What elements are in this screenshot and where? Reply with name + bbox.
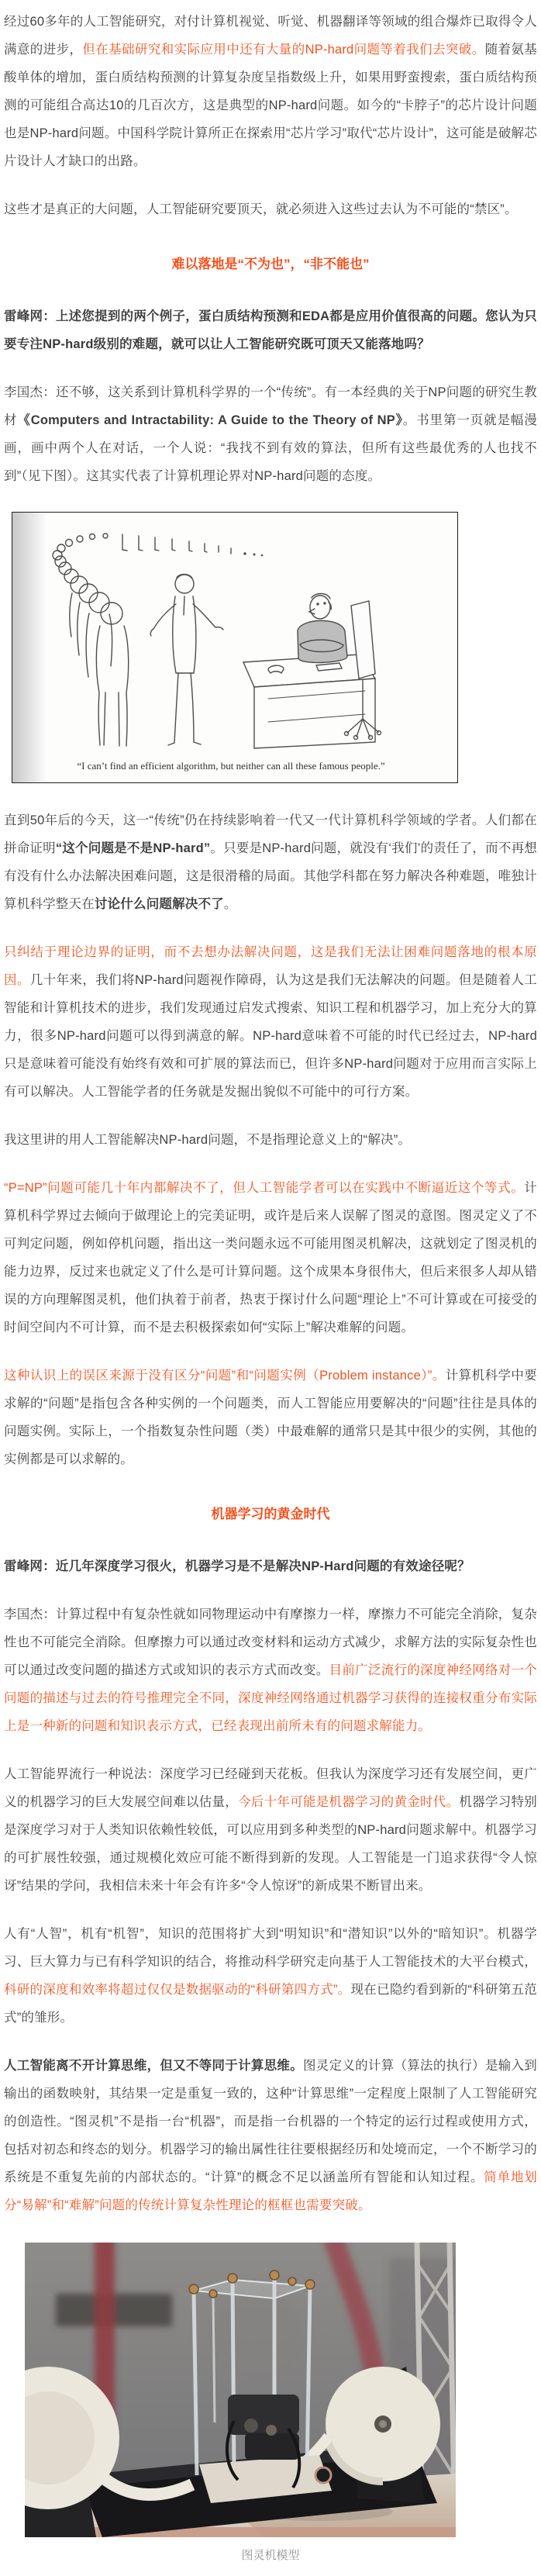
section-header-1: 难以落地是“不为也”，“非不能也” bbox=[171, 257, 370, 271]
book-title-text: 《Computers and Intractability: A Guide to the Theory of NP》 bbox=[17, 413, 403, 427]
paragraph-computational-thinking bbox=[4, 2052, 537, 2219]
text-segment: 我这里讲的用人工智能解决NP-hard问题，不是指理论意义上的“解决”。 bbox=[4, 1133, 412, 1147]
text-segment: 直到50年后的今天，这一“传统”仍在持续影响着一代又一代计算机科学领域的学者。人们都在拼命证明 bbox=[4, 813, 537, 855]
text-segment: 。书里第一页就是幅漫画，画中两个人在对话，一个人说：“我找不到有效的算法，但所有这些最优秀的人也找不到”（见下图）。这其实代表了计算机理论界对NP-hard问题的态度。 bbox=[4, 413, 538, 483]
paragraph-problem-instance bbox=[4, 1362, 537, 1473]
red-emphasis-text: 但在基础研究和实际应用中还有大量的NP-hard问题等着我们去突破。 bbox=[82, 43, 485, 57]
text-segment: 计算机科学界过去倾向于做理论上的完美证明，或许是后来人误解了图灵的意图。图灵定义了不可判定问题，例如停机问题，指出这一类问题永远不可能用图灵机解决，这就划定了图灵机的能力边界，反过来也就定义了什么是可计算问题。这个成果本身很伟大，但后来很多人却从错误的方向理解图灵机，他们执着于前者，热衷于探讨什么问题“理论上”不可计算或在可接受的时间空间内不可计算，而不是去积极探索如何“实际上”解决难解的问题。 bbox=[4, 1181, 537, 1335]
red-emphasis-text: 只纠结于理论边界的证明，而不去想办法解决问题，这是我们无法让困难问题落地的根本原因。 bbox=[4, 945, 537, 987]
interview-question-2 bbox=[4, 1552, 537, 1580]
paragraph-intro bbox=[4, 8, 537, 175]
red-emphasis-text: 今后十年可能是机器学习的黄金时代。 bbox=[238, 1795, 460, 1809]
desk bbox=[243, 654, 375, 748]
turing-machine-photo[interactable] bbox=[25, 2243, 456, 2537]
text-segment: 现在已隐约看到新的“科研第五范式”的雏形。 bbox=[4, 1983, 537, 2025]
paragraph-answer-tradition bbox=[4, 378, 537, 490]
text-segment: 人有“人智”，机有“机智”，知识的范围将扩大到“明知识”和“潜知识”以外的“暗知识”。机器学习、巨大算力与已有科学知识的结合，将推动科学研究走向基于人工智能技术的大平台模式， bbox=[4, 1927, 537, 1969]
section-header-2: 机器学习的黄金时代 bbox=[211, 1507, 330, 1521]
text-segment: 几十年来，我们将NP-hard问题视作障碍，认为这是我们无法解决的问题。但是随着人工智能和计算机技术的进步，我们发现通过启发式搜索、知识工程和机器学习，加上充分大的算力，很多NP-hard问题可以得到满意的解。NP-hard意味着不可能的时代已经过去，NP-hard只是意味着可能没有始终有效和可扩展的算法而已，但许多NP-hard问题对于应用而言实际上有可以解决。人工智能学者的任务就是发掘出貌似不可能中的可行方案。 bbox=[4, 973, 537, 1099]
bold-emphasis-text: “这个问题是不是NP-hard” bbox=[55, 841, 211, 855]
red-emphasis-text: 科研的深度和效率将超过仅仅是数据驱动的“科研第四方式”。 bbox=[4, 1983, 351, 1997]
paragraph-p-equals-np bbox=[4, 1174, 537, 1342]
text-segment: 。只要是NP-hard问题，就没有‘我们’的责任了，而不再想有没有什么办法解决困难问题，这是很滑稽的局面。其他学科都在努力解决各种难题，唯独计算机科学整天在 bbox=[4, 841, 537, 911]
red-emphasis-text: “P=NP”问题可能几十年内都解决不了，但人工智能学者可以在实践中不断逼近这个等式。 bbox=[4, 1181, 525, 1195]
text-segment: 随着氨基酸单体的增加，蛋白质结构预测的计算复杂度呈指数级上升，如果用野蛮搜索，蛋白质结构预测的可能组合高达10的几百次方，这是典型的NP-hard问题。如今的“卡脖子”的芯片设计问题也是NP-hard问题。中国科学院计算所正在探索用“芯片学习”取代“芯片设计”，这可能是破解芯片设计人才缺口的出路。 bbox=[4, 43, 537, 168]
text-segment: 图灵定义的计算（算法的执行）是输入到输出的函数映射，其结果一定是重复一致的，这种“计算思维”一定程度上限制了人工智能研究的创造性。“图灵机”不是指一台“机器”，而是指一台机器的一个特定的运行过程或使用方式，包括对初态和终态的划分。机器学习的输出属性往往要根据经历和处境而定，一个不断学习的系统是不重复先前的内部状态的。“计算”的概念不足以涵盖所有智能和认知过程。 bbox=[4, 2059, 537, 2184]
text-segment: 。 bbox=[223, 897, 237, 911]
paragraph-not-theoretical bbox=[4, 1126, 537, 1154]
turing-machine-scene bbox=[25, 2243, 456, 2537]
paragraph-golden-age bbox=[4, 1760, 537, 1900]
np-cartoon-drawing bbox=[12, 513, 456, 782]
interview-question-1 bbox=[4, 302, 537, 358]
paragraph-friction-analogy bbox=[4, 1601, 537, 1740]
cartoon-caption: “I can’t find an efficient algorithm, but neither can all these famous people.” bbox=[77, 760, 385, 772]
text-segment: 计算机科学中要求解的“问题”是指包含各种实例的一个问题类，而人工智能应用要解决的“问题”往往是具体的问题实例。实际上，一个指数复杂性问题（类）中最难解的通常只是其中很少的实例，其他的实例都是可以求解的。 bbox=[4, 1369, 537, 1466]
red-emphasis-text: 简单地划分“易解”和“难解”问题的传统计算复杂性理论的框框也需要突破。 bbox=[4, 2170, 537, 2212]
question-text: 雷峰网：上述您提到的两个例子，蛋白质结构预测和EDA都是应用价值很高的问题。您认为只要专注NP-hard级别的难题，就可以让人工智能研究既可顶天又能落地吗？ bbox=[4, 309, 537, 351]
text-segment: 机器学习特别是深度学习对于人类知识依赖性较低，可以应用到多种类型的NP-hard问题求解中。机器学习的可扩展性较强，通过规模化效应可能不断得到新的发现。人工智能是一门追求获得“令人惊讶”结果的学问，我相信未来十年会有许多“令人惊讶”的新成果不断冒出来。 bbox=[4, 1795, 537, 1893]
bold-emphasis-text: 人工智能离不开计算思维，但又不等同于计算思维。 bbox=[4, 2059, 303, 2073]
np-cartoon-figure[interactable] bbox=[12, 512, 458, 783]
paragraph-tradition-50-years bbox=[4, 806, 537, 918]
text-segment: 李国杰：计算过程中有复杂性就如同物理运动中有摩擦力一样，摩擦力不可能完全消除，复杂性也不可能完全消除。但摩擦力可以通过改变材料和运动方式减少，求解方法的实际复杂性也可以通过改变问题的描述方式或知识的表示方式而改变。 bbox=[4, 1607, 537, 1677]
text-segment: 经过60多年的人工智能研究，对付计算机视觉、听觉、机器翻译等领域的组合爆炸已取得令人满意的进步， bbox=[4, 15, 537, 57]
bold-emphasis-text: 讨论什么问题解决不了 bbox=[94, 897, 224, 911]
text-segment: 这些才是真正的大问题，人工智能研究要顶天，就必须进入这些过去认为不可能的“禁区”。 bbox=[4, 202, 518, 216]
question-text: 雷峰网：近几年深度学习很火，机器学习是不是解决NP-Hard问题的有效途径呢？ bbox=[4, 1559, 470, 1573]
paragraph-big-problems bbox=[4, 195, 537, 223]
red-emphasis-text: 这种认识上的误区来源于没有区分“问题”和“问题实例（Problem instance）”。 bbox=[4, 1369, 446, 1383]
photo-caption: 图灵机模型 bbox=[241, 2549, 300, 2562]
text-segment: 李国杰：还不够，这关系到计算机科学界的一个“传统”。有一本经典的关于NP问题的研究生教材 bbox=[4, 385, 537, 427]
text-segment: 人工智能界流行一种说法：深度学习已经碰到天花板。但我认为深度学习还有发展空间，更广义的机器学习的巨大发展空间难以估量， bbox=[4, 1767, 537, 1809]
paragraph-root-cause bbox=[4, 938, 537, 1106]
paragraph-dark-knowledge bbox=[4, 1920, 537, 2032]
red-emphasis-text: 目前广泛流行的深度神经网络对一个问题的描述与过去的符号推理完全不同，深度神经网络通过机器学习获得的连接权重分布实际上是一种新的问题和知识表示方式，已经表现出前所未有的问题求解能力。 bbox=[4, 1663, 537, 1733]
